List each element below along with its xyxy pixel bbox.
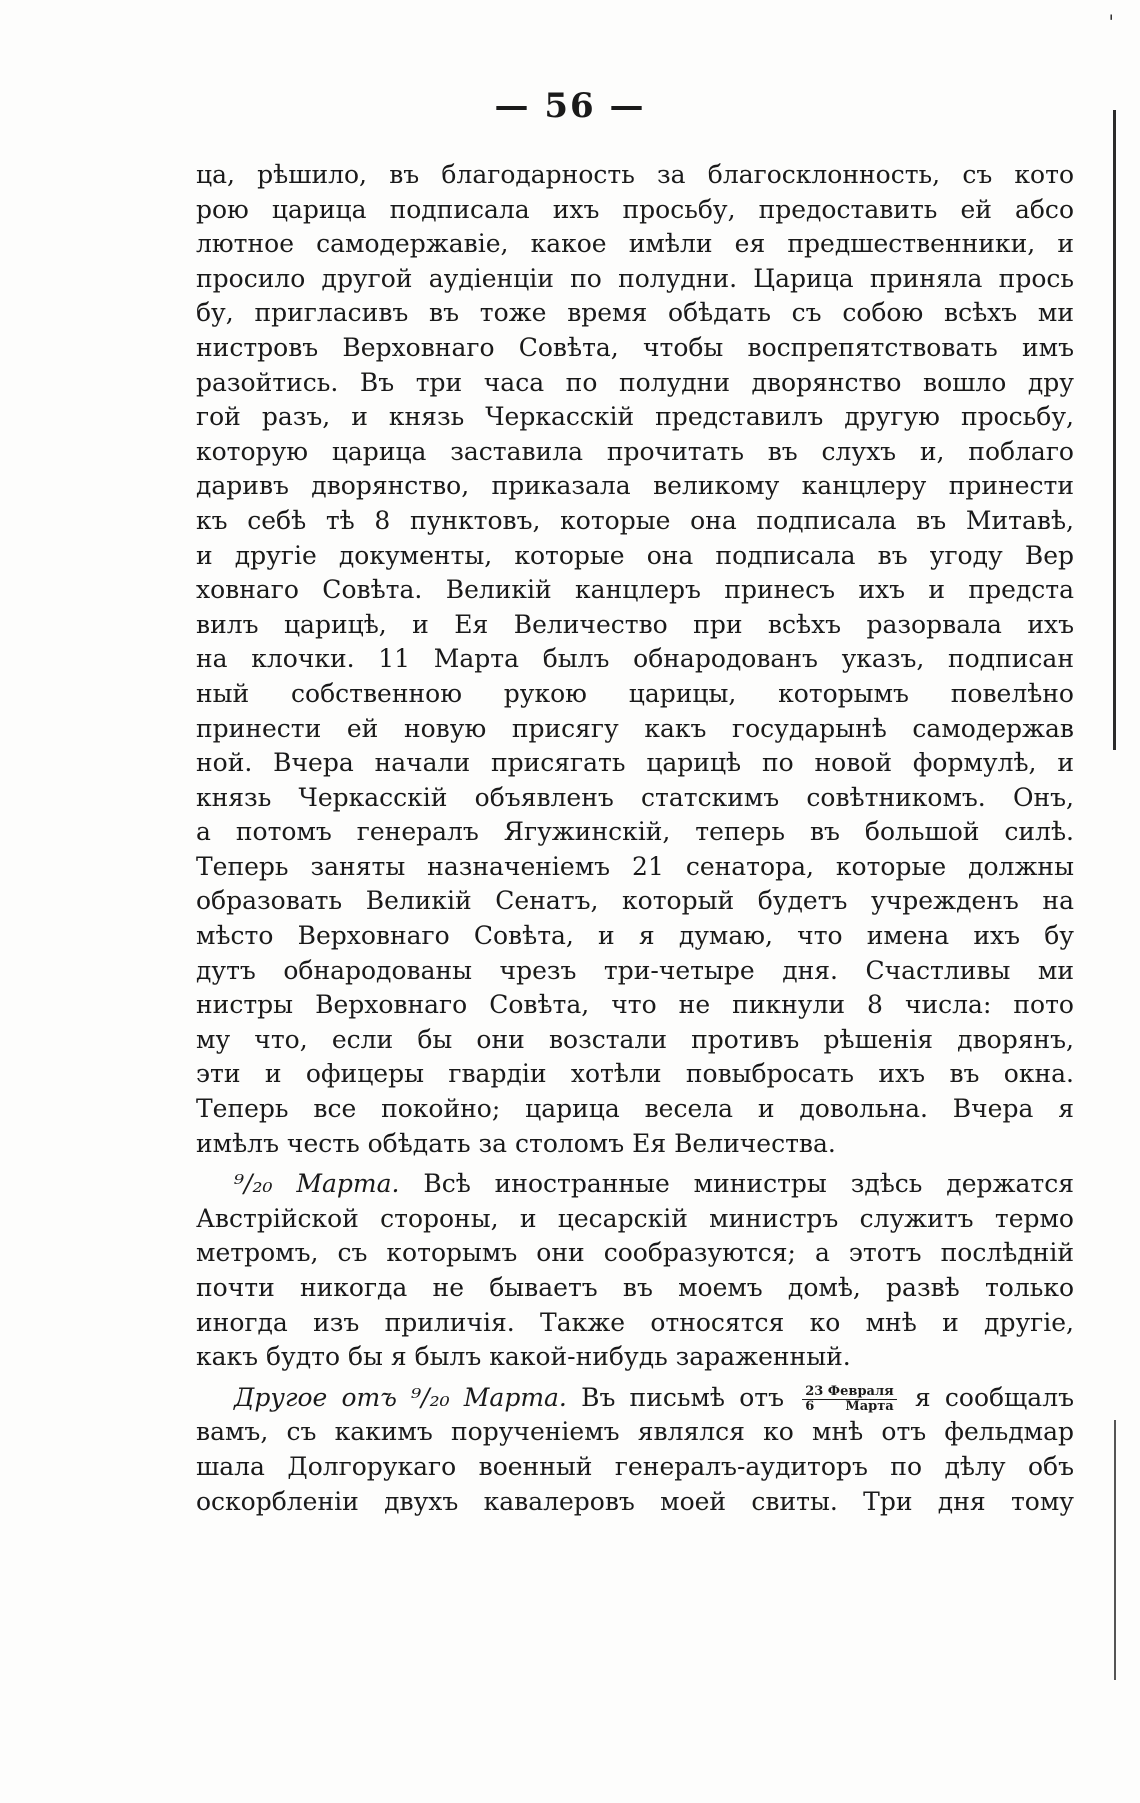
- corner-mark: ': [1108, 10, 1114, 34]
- margin-rule-upper: [1113, 110, 1116, 750]
- text-line: ной. Вчера начали присягать царицѣ по новой формулѣ, и: [196, 748, 1074, 778]
- text-line: разойтись. Въ три часа по полудни дворянство вошло дру: [196, 367, 1074, 397]
- text-line: даривъ дворянство, приказала великому канцлеру принести: [196, 471, 1074, 501]
- text-line: вамъ, съ какимъ порученіемъ являлся ко мнѣ отъ фельдмар: [196, 1417, 1074, 1447]
- text-line: лютное самодержавіе, какое имѣли ея предшественники, и: [196, 229, 1074, 259]
- paragraph-3: [196, 1381, 1074, 1519]
- text-line: къ себѣ тѣ 8 пунктовъ, которые она подписала въ Митавѣ,: [196, 505, 1074, 535]
- text-line: ный собственною рукою царицы, которымъ повелѣно: [196, 678, 1074, 708]
- letter-heading: Другое отъ ⁹/₂₀ Марта.: [234, 1382, 567, 1412]
- body-text: [196, 158, 1074, 1519]
- text-line: и другіе документы, которые она подписала въ угоду Вер: [196, 540, 1074, 570]
- text-line: эти и офицеры гвардіи хотѣли повыбросать ихъ въ окна.: [196, 1059, 1074, 1089]
- text-line: оскорбленіи двухъ кавалеровъ моей свиты. Три дня тому: [196, 1486, 1074, 1516]
- text-run: Въ письмѣ отъ: [566, 1382, 799, 1412]
- text-line: му что, если бы они возстали противъ рѣшенія дворянъ,: [196, 1024, 1074, 1054]
- paragraph-1: [196, 158, 1074, 1161]
- text-line: рою царица подписала ихъ просьбу, предоставить ей абсо: [196, 194, 1074, 224]
- text-line: метромъ, съ которымъ они сообразуются; а этотъ послѣдній: [196, 1238, 1074, 1268]
- text-line: дутъ обнародованы чрезъ три-четыре дня. Счастливы ми: [196, 955, 1074, 985]
- text-line: вилъ царицѣ, и Ея Величество при всѣхъ разорвала ихъ: [196, 609, 1074, 639]
- page-number: — 56 —: [494, 86, 646, 126]
- text-line: Теперь все покойно; царица весела и довольна. Вчера я: [196, 1094, 1074, 1124]
- text-run: я сообщалъ: [900, 1382, 1074, 1412]
- text-line: мѣсто Верховнаго Совѣта, и я думаю, что имена ихъ бу: [196, 921, 1074, 951]
- margin-rule-lower: [1114, 1420, 1116, 1680]
- text-line: Теперь заняты назначеніемъ 21 сенатора, которые должны: [196, 851, 1074, 881]
- date-fraction: [802, 1385, 897, 1414]
- text-line: иногда изъ приличія. Также относятся ко мнѣ и другіе,: [196, 1307, 1074, 1337]
- paragraph-3-first-line: [196, 1381, 1074, 1416]
- text-line: ца, рѣшило, въ благодарность за благосклонность, съ кото: [196, 160, 1074, 189]
- paragraph-2: [196, 1167, 1074, 1375]
- text-line: почти никогда не бываетъ въ моемъ домѣ, развѣ только: [196, 1273, 1074, 1302]
- text-line: имѣлъ честь обѣдать за столомъ Ея Величества.: [196, 1128, 836, 1158]
- text-line: которую царица заставила прочитать въ слухъ и, поблаго: [196, 436, 1074, 466]
- text-line: принести ей новую присягу какъ государынѣ самодержав: [196, 713, 1074, 743]
- text-line: князь Черкасскій объявленъ статскимъ совѣтникомъ. Онъ,: [196, 782, 1074, 812]
- text-line: бу, пригласивъ въ тоже время обѣдать съ собою всѣхъ ми: [196, 298, 1074, 328]
- text-line: образовать Великій Сенатъ, который будетъ учрежденъ на: [196, 886, 1074, 916]
- text-run: Всѣ иностранные министры здѣсь держатся: [399, 1169, 1074, 1199]
- text-line: нистровъ Верховнаго Совѣта, чтобы воспрепятствовать имъ: [196, 332, 1074, 362]
- paragraph-2-first-line: [196, 1167, 1074, 1202]
- fraction-denominator: 6 Марта: [805, 1398, 894, 1414]
- date-label: ⁹/₂₀ Марта.: [234, 1169, 400, 1199]
- text-line: Австрійской стороны, и цесарскій министръ служитъ термо: [196, 1203, 1074, 1233]
- text-line: гой разъ, и князь Черкасскій представилъ другую просьбу,: [196, 402, 1074, 432]
- text-line: шала Долгорукаго военный генералъ-аудиторъ по дѣлу объ: [196, 1451, 1074, 1481]
- text-line: какъ будто бы я былъ какой-нибудь зараженный.: [196, 1342, 851, 1372]
- text-line: а потомъ генералъ Ягужинскій, теперь въ большой силѣ.: [196, 817, 1074, 847]
- text-line: на клочки. 11 Марта былъ обнародованъ указъ, подписан: [196, 644, 1074, 674]
- text-line: ховнаго Совѣта. Великій канцлеръ принесъ ихъ и предста: [196, 575, 1074, 605]
- text-line: нистры Верховнаго Совѣта, что не пикнули 8 числа: пото: [196, 990, 1074, 1020]
- fraction-numerator: 23 Февраля: [802, 1385, 897, 1400]
- text-line: просило другой аудіенціи по полудни. Царица приняла прось: [196, 263, 1074, 293]
